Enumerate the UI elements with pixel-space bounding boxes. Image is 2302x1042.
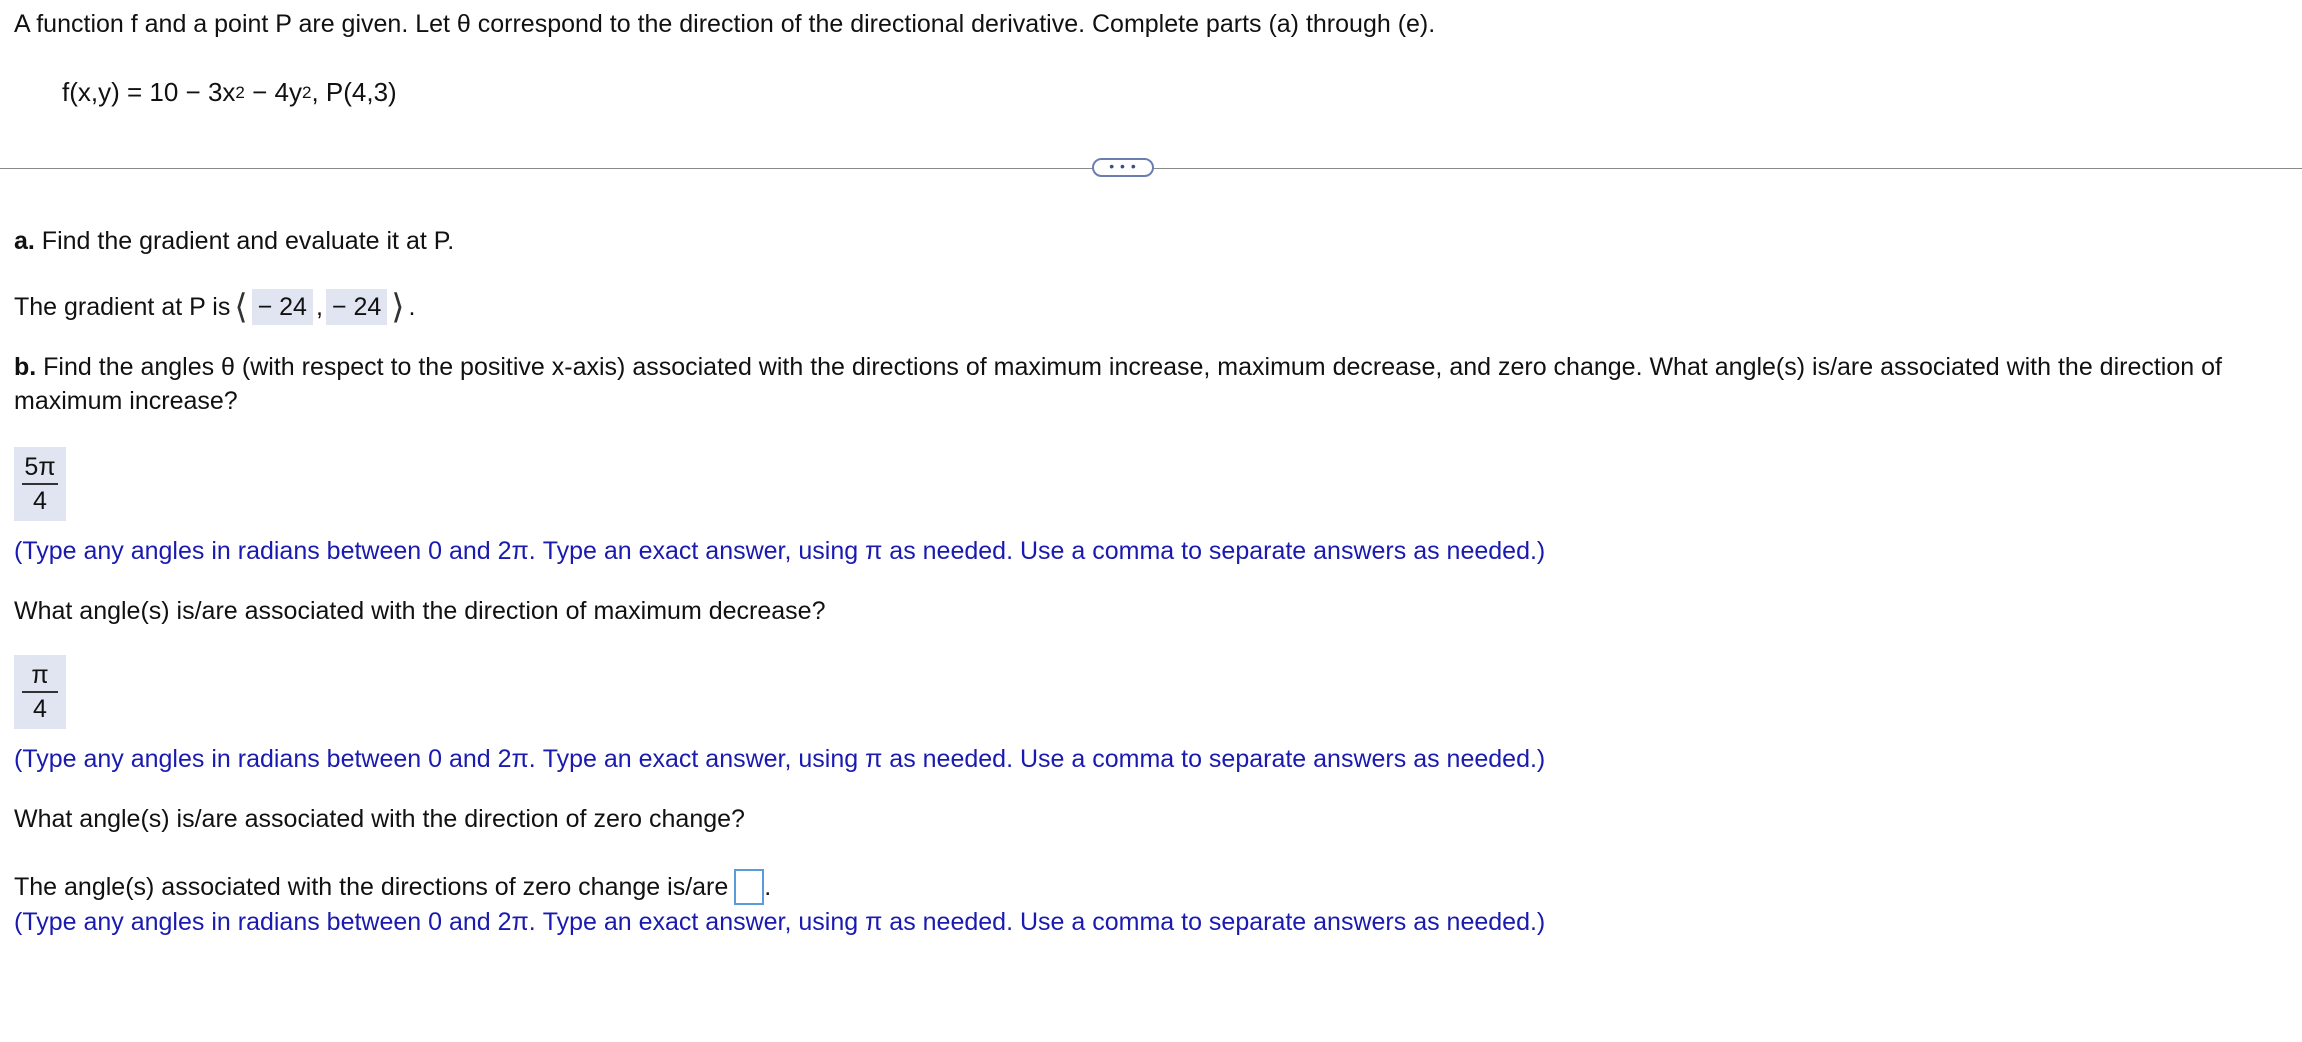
- function-exponent-x: 2: [235, 83, 245, 102]
- answer-hint: (Type any angles in radians between 0 and 2π. Type an exact answer, using π as needed. Use a comma to separate answers as needed.): [14, 537, 1546, 565]
- zero-change-question: What angle(s) is/are associated with the direction of zero change?: [14, 805, 745, 833]
- zero-change-end-period: .: [764, 872, 772, 901]
- gradient-end-period: .: [408, 292, 416, 321]
- gradient-comma: ,: [315, 292, 323, 321]
- part-a-prompt: [14, 227, 454, 256]
- open-angle-bracket: ⟨: [234, 288, 248, 326]
- close-angle-bracket: ⟩: [391, 288, 405, 326]
- part-a-text: Find the gradient and evaluate it at P.: [34, 227, 455, 255]
- function-prefix: f(x,y) = 10 − 3x: [62, 77, 236, 107]
- gradient-x-answer[interactable]: − 24: [252, 289, 313, 325]
- function-middle: − 4y: [244, 77, 302, 107]
- max-increase-numerator: 5π: [24, 453, 56, 481]
- part-b-prompt: [14, 350, 2294, 418]
- answer-hint: (Type any angles in radians between 0 and 2π. Type an exact answer, using π as needed. Use a comma to separate answers as needed.): [14, 745, 1546, 773]
- max-increase-denominator: 4: [33, 487, 47, 515]
- gradient-answer-line: [14, 289, 416, 325]
- expand-button[interactable]: • • •: [1092, 158, 1154, 177]
- max-decrease-denominator: 4: [33, 695, 47, 723]
- max-decrease-answer[interactable]: [14, 655, 66, 729]
- function-point: , P(4,3): [311, 77, 397, 107]
- max-decrease-question: What angle(s) is/are associated with the direction of maximum decrease?: [14, 597, 826, 625]
- answer-hint: (Type any angles in radians between 0 and 2π. Type an exact answer, using π as needed. Use a comma to separate answers as needed.): [14, 908, 1546, 936]
- zero-change-input[interactable]: [734, 869, 764, 905]
- part-b-text: Find the angles θ (with respect to the positive x-axis) associated with the directions of maximum increase, maximum decrease, and zero change. What angle(s) is/are associated with the direction of maximum increase?: [14, 353, 2222, 415]
- gradient-lead-text: The gradient at P is: [14, 292, 231, 321]
- gradient-y-answer[interactable]: − 24: [326, 289, 387, 325]
- function-definition: [62, 77, 397, 108]
- part-b-label: b.: [14, 353, 37, 381]
- problem-intro: A function f and a point P are given. Let θ correspond to the direction of the directional derivative. Complete parts (a) through (e).: [14, 10, 1436, 38]
- max-increase-answer[interactable]: [14, 447, 66, 521]
- zero-change-answer-line: [14, 869, 771, 905]
- zero-change-lead-text: The angle(s) associated with the directions of zero change is/are: [14, 872, 729, 901]
- part-a-label: a.: [14, 227, 35, 255]
- function-exponent-y: 2: [301, 83, 312, 102]
- max-decrease-numerator: π: [31, 661, 49, 689]
